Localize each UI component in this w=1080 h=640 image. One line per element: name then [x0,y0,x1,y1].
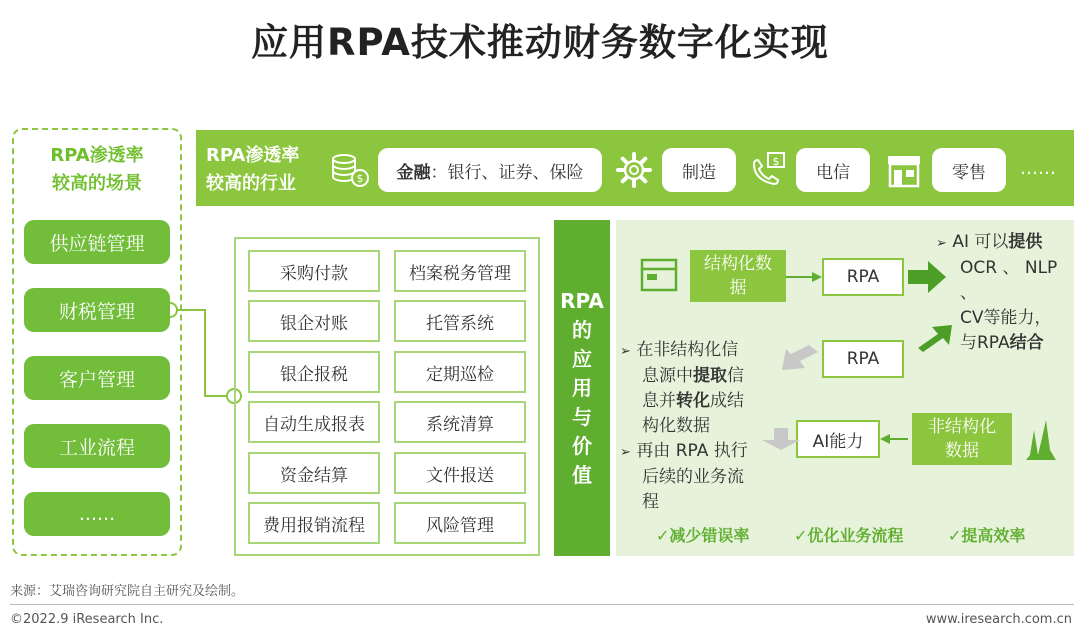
rpa-description: ➢ 在非结构化信 息源中提取信 息并转化成结 构化数据 ➢ 再由 RPA 执行 后续的业务流 程 [620,340,748,512]
process-item: 银企对账 [248,300,380,342]
scenario-item-industrial: 工业流程 [24,424,170,468]
scenario-item-supply-chain: 供应链管理 [24,220,170,264]
process-item: 费用报销流程 [248,502,380,544]
footer-divider [10,604,1074,605]
copyright: ©2022.9 iResearch Inc. [10,612,164,627]
scenario-heading: RPA渗透率 较高的场景 [50,145,144,194]
process-item: 资金结算 [248,452,380,494]
industry-retail: 零售 [932,148,1006,192]
ai-capability-box: AI能力 [796,420,880,458]
scenario-item-finance-tax: 财税管理 [24,288,170,332]
structured-data-box: 结构化数 据 [690,250,786,302]
process-item: 定期巡检 [394,351,526,393]
process-item: 文件报送 [394,452,526,494]
process-item: 风险管理 [394,502,526,544]
process-item: 自动生成报表 [248,401,380,443]
unstructured-data-box: 非结构化 数据 [912,413,1012,465]
ai-note: ➢ AI 可以提供 OCR 、 NLP 、 CV等能力， 与RPA结合 [936,232,1058,353]
industry-more: …… [1020,158,1056,179]
page-title: 应用RPA技术推动财务数字化实现 [251,21,829,64]
benefit-reduce-errors: ✓减少错误率 [656,526,750,545]
process-item: 采购付款 [248,250,380,292]
industry-manufacturing: 制造 [662,148,736,192]
process-item: 托管系统 [394,300,526,342]
process-item: 档案税务管理 [394,250,526,292]
svg-text:$: $ [356,172,364,185]
benefit-efficiency: ✓提高效率 [948,526,1026,545]
website-link[interactable]: www.iresearch.com.cn [925,612,1072,627]
rpa-box-middle: RPA [822,340,904,378]
scenario-item-customer: 客户管理 [24,356,170,400]
industry-telecom: 电信 [796,148,870,192]
benefit-optimize-process: ✓优化业务流程 [794,526,904,545]
scenario-item-more: ...... [24,492,170,536]
rpa-value-bar: RPA 的 应 用 与 价 值 [554,220,610,556]
process-item: 系统清算 [394,401,526,443]
industry-heading: RPA渗透率 较高的行业 [206,145,300,194]
svg-text:$: $ [772,155,780,168]
source-note: 来源：艾瑞咨询研究院自主研究及绘制。 [10,584,245,599]
process-item: 银企报税 [248,351,380,393]
rpa-box-top: RPA [822,258,904,296]
industry-finance: 金融 ：银行、证券、保险 [378,148,602,192]
